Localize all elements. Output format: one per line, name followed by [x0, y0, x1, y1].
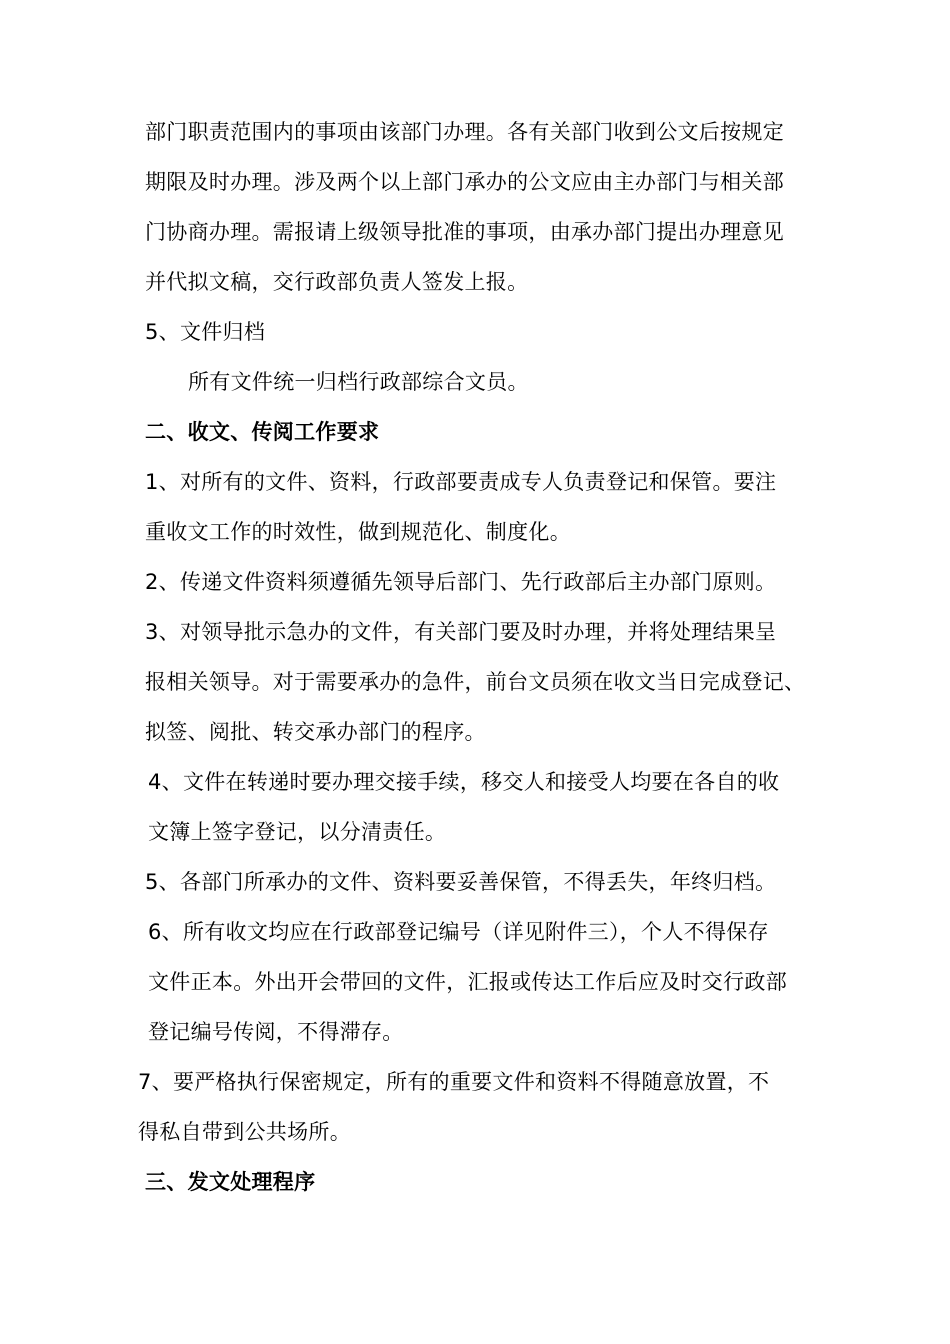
text-line: 登记编号传阅，不得滞存。: [148, 1020, 404, 1044]
text-line: 6、所有收文均应在行政部登记编号（详见附件三），个人不得保存: [148, 920, 769, 944]
subsection-heading: 5、文件归档: [145, 320, 266, 344]
text-line: 重收文工作的时效性，做到规范化、制度化。: [145, 520, 571, 544]
text-line: 7、要严格执行保密规定，所有的重要文件和资料不得随意放置，不: [138, 1070, 770, 1094]
text-line: 并代拟文稿，交行政部负责人签发上报。: [145, 270, 529, 294]
section-heading: 二、收文、传阅工作要求: [145, 420, 380, 444]
text-line: 部门职责范围内的事项由该部门办理。各有关部门收到公文后按规定: [145, 120, 784, 144]
text-line: 所有文件统一归档行政部综合文员。: [188, 370, 529, 394]
section-heading: 三、发文处理程序: [145, 1170, 316, 1194]
text-line: 3、对领导批示急办的文件，有关部门要及时办理，并将处理结果呈: [145, 620, 777, 644]
text-line: 报相关领导。对于需要承办的急件，前台文员须在收文当日完成登记、: [145, 670, 806, 694]
text-line: 门协商办理。需报请上级领导批准的事项，由承办部门提出办理意见: [145, 220, 784, 244]
text-line: 5、各部门所承办的文件、资料要妥善保管，不得丢失，年终归档。: [145, 870, 777, 894]
text-line: 1、对所有的文件、资料，行政部要责成专人负责登记和保管。要注: [145, 470, 777, 494]
text-line: 文簿上签字登记，以分清责任。: [148, 820, 447, 844]
text-line: 4、文件在转递时要办理交接手续，移交人和接受人均要在各自的收: [148, 770, 780, 794]
text-line: 期限及时办理。涉及两个以上部门承办的公文应由主办部门与相关部: [145, 170, 784, 194]
text-line: 得私自带到公共场所。: [138, 1120, 351, 1144]
text-line: 2、传递文件资料须遵循先领导后部门、先行政部后主办部门原则。: [145, 570, 777, 594]
text-line: 拟签、阅批、转交承办部门的程序。: [145, 720, 486, 744]
text-line: 文件正本。外出开会带回的文件，汇报或传达工作后应及时交行政部: [148, 970, 787, 994]
